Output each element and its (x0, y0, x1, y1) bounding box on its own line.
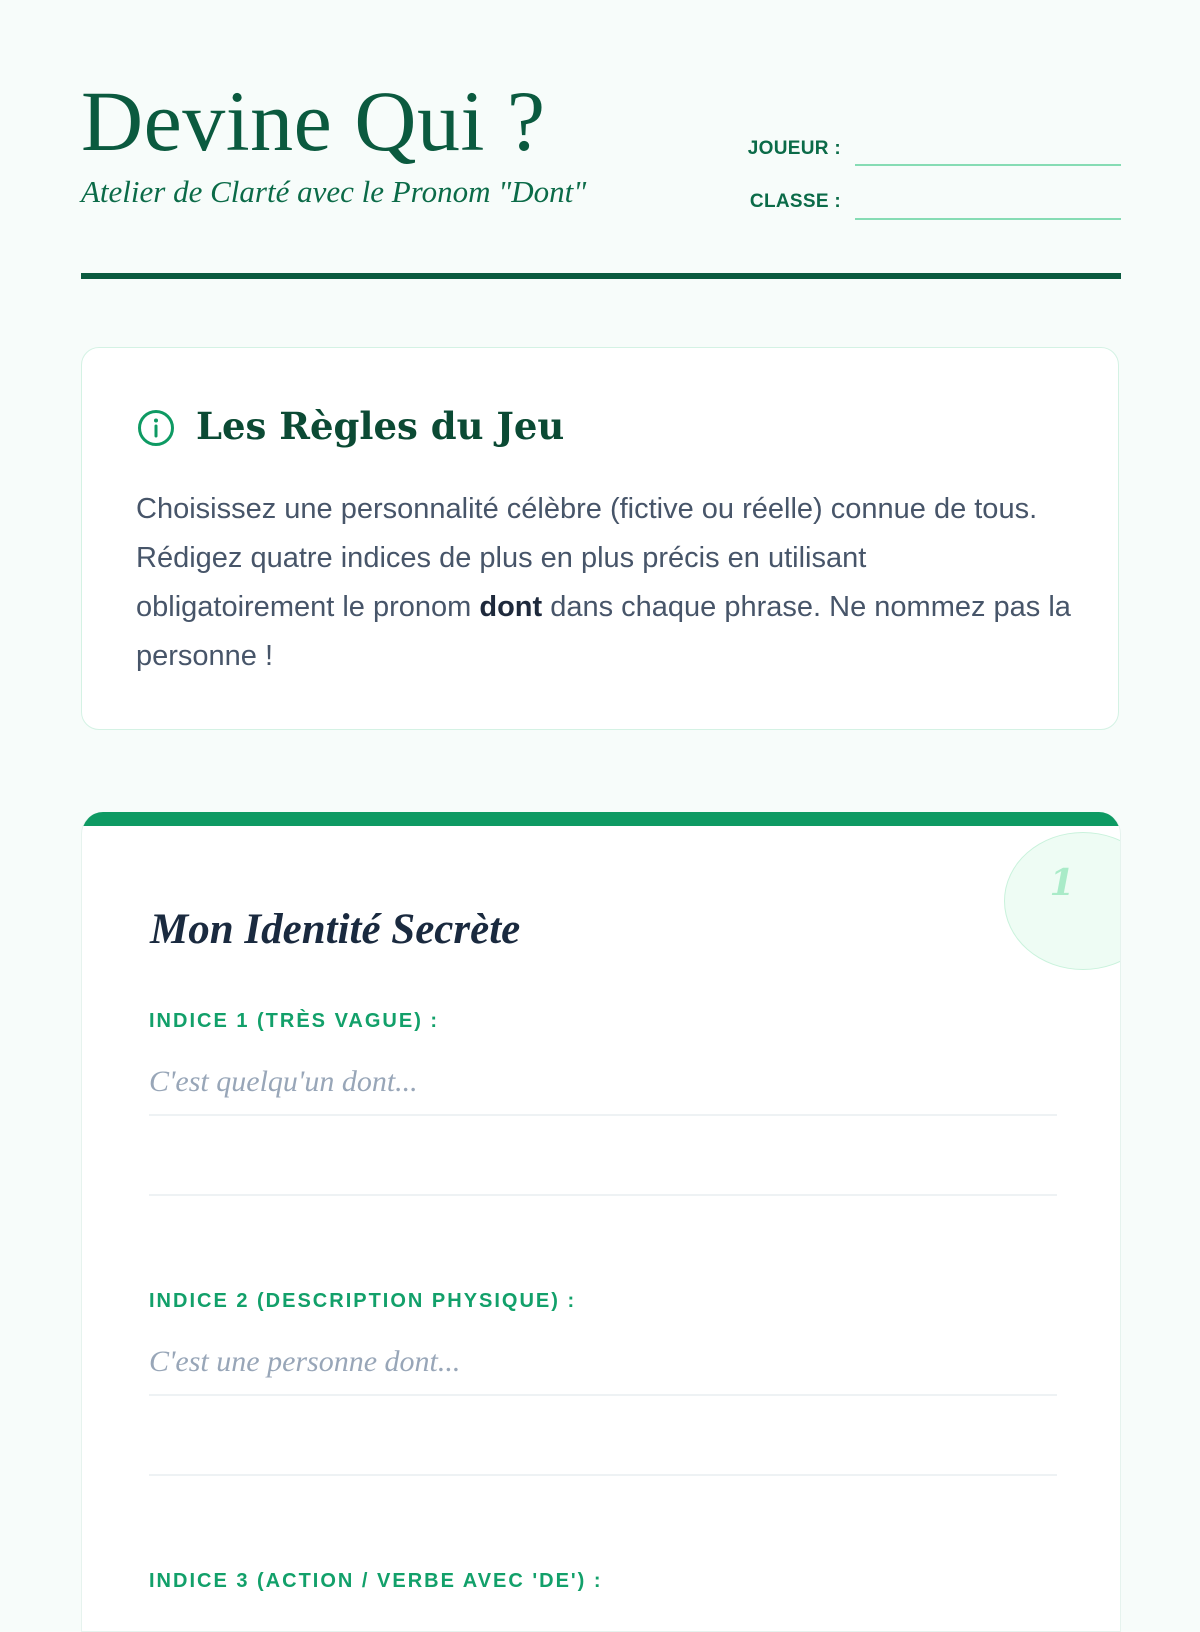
clue-1-extra-line[interactable] (149, 1194, 1057, 1196)
card-accent-bar (82, 812, 1120, 826)
player-name-field[interactable] (855, 164, 1121, 166)
class-label: CLASSE : (749, 191, 841, 212)
page-title: Devine Qui ? (81, 73, 546, 169)
clue-1-label: INDICE 1 (TRÈS VAGUE) : (149, 1010, 440, 1032)
class-name-field[interactable] (855, 218, 1121, 220)
card-title: Mon Identité Secrète (150, 906, 521, 953)
page-subtitle: Atelier de Clarté avec le Pronom "Dont" (81, 174, 587, 209)
rules-card (81, 347, 1119, 730)
clue-2-extra-line[interactable] (149, 1474, 1057, 1476)
info-icon (136, 408, 176, 448)
clue-1-input[interactable] (149, 1050, 1057, 1116)
header-divider (81, 273, 1121, 279)
secret-identity-card (81, 812, 1121, 1632)
clue-2-input[interactable] (149, 1330, 1057, 1396)
worksheet-header (81, 0, 1121, 280)
player-label: JOUEUR : (747, 138, 841, 159)
rules-title: Les Règles du Jeu (196, 404, 565, 448)
rules-keyword: dont (479, 591, 543, 623)
rules-text: Choisissez une personnalité célèbre (fictive ou réelle) connue de tous. Rédigez quatre indices de plus en plus précis en utilisant obligatoirement le pronom dont dans chaque phrase. Ne nommez pas la personne ! (136, 493, 1071, 672)
step-number: 1 (1049, 862, 1075, 904)
clue-3-label: INDICE 3 (ACTION / VERBE AVEC 'DE') : (149, 1570, 603, 1592)
clue-2-label: INDICE 2 (DESCRIPTION PHYSIQUE) : (149, 1290, 577, 1312)
